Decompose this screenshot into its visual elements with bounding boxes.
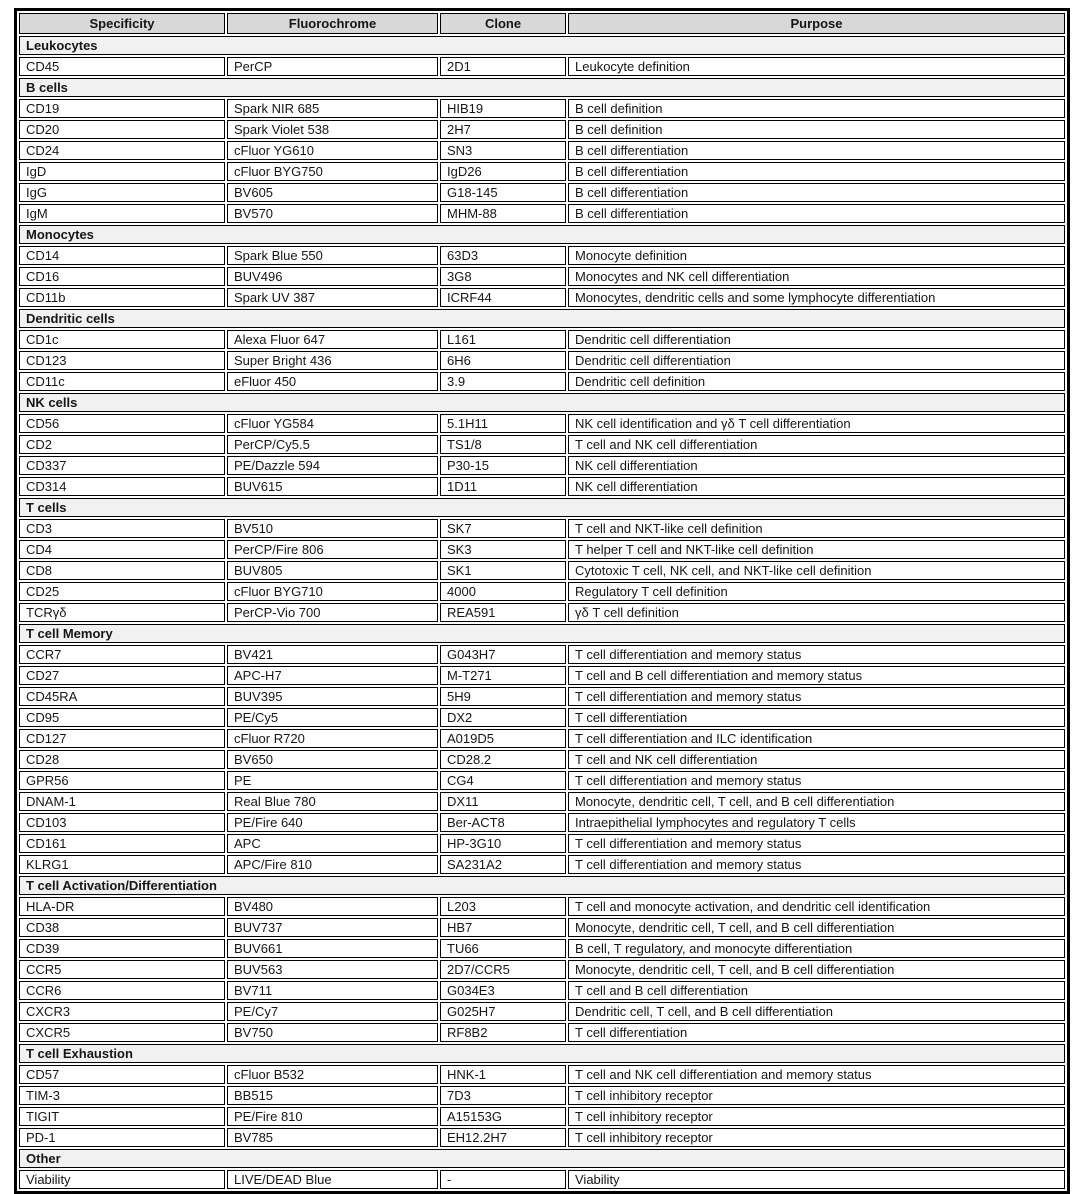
specificity-cell: CD27: [19, 666, 225, 685]
fluorochrome-cell: Real Blue 780: [227, 792, 438, 811]
purpose-cell: Monocytes and NK cell differentiation: [568, 267, 1065, 286]
table-row: [19, 1107, 1065, 1126]
specificity-cell: CD45RA: [19, 687, 225, 706]
fluorochrome-cell: PerCP/Cy5.5: [227, 435, 438, 454]
clone-cell: L161: [440, 330, 566, 349]
fluorochrome-cell: PerCP/Fire 806: [227, 540, 438, 559]
specificity-cell: IgM: [19, 204, 225, 223]
clone-cell: A15153G: [440, 1107, 566, 1126]
clone-cell: SK7: [440, 519, 566, 538]
table-row: [19, 918, 1065, 937]
table-row: [19, 750, 1065, 769]
purpose-cell: NK cell differentiation: [568, 477, 1065, 496]
clone-cell: MHM-88: [440, 204, 566, 223]
table-row: [19, 267, 1065, 286]
clone-cell: 2H7: [440, 120, 566, 139]
table-row: [19, 792, 1065, 811]
fluorochrome-cell: BUV805: [227, 561, 438, 580]
specificity-cell: CD38: [19, 918, 225, 937]
purpose-cell: T cell differentiation and memory status: [568, 855, 1065, 874]
table-row: [19, 246, 1065, 265]
specificity-cell: CD123: [19, 351, 225, 370]
purpose-cell: Monocyte, dendritic cell, T cell, and B cell differentiation: [568, 918, 1065, 937]
clone-cell: SK3: [440, 540, 566, 559]
fluorochrome-cell: BUV615: [227, 477, 438, 496]
purpose-cell: Monocytes, dendritic cells and some lymphocyte differentiation: [568, 288, 1065, 307]
section-header: B cells: [19, 78, 1065, 97]
section-header: Monocytes: [19, 225, 1065, 244]
specificity-cell: CD39: [19, 939, 225, 958]
table-row: [19, 687, 1065, 706]
clone-cell: HB7: [440, 918, 566, 937]
clone-cell: G025H7: [440, 1002, 566, 1021]
clone-cell: TS1/8: [440, 435, 566, 454]
specificity-cell: CD4: [19, 540, 225, 559]
table-row: [19, 477, 1065, 496]
fluorochrome-cell: PE/Cy5: [227, 708, 438, 727]
specificity-cell: CCR5: [19, 960, 225, 979]
table-row: [19, 729, 1065, 748]
clone-cell: HNK-1: [440, 1065, 566, 1084]
purpose-cell: T cell and NK cell differentiation and memory status: [568, 1065, 1065, 1084]
table-row: [19, 708, 1065, 727]
fluorochrome-cell: cFluor R720: [227, 729, 438, 748]
purpose-cell: γδ T cell definition: [568, 603, 1065, 622]
table-row: [19, 939, 1065, 958]
clone-cell: DX11: [440, 792, 566, 811]
clone-cell: ICRF44: [440, 288, 566, 307]
table-row: [19, 771, 1065, 790]
specificity-cell: CD16: [19, 267, 225, 286]
table-row: [19, 162, 1065, 181]
purpose-cell: T cell and NK cell differentiation: [568, 435, 1065, 454]
specificity-cell: DNAM-1: [19, 792, 225, 811]
table-row: [19, 414, 1065, 433]
fluorochrome-cell: BV605: [227, 183, 438, 202]
table-row: [19, 981, 1065, 1000]
section-row: [19, 225, 1065, 244]
purpose-cell: T cell and B cell differentiation: [568, 981, 1065, 1000]
fluorochrome-cell: cFluor YG584: [227, 414, 438, 433]
purpose-cell: NK cell differentiation: [568, 456, 1065, 475]
purpose-cell: T cell and B cell differentiation and memory status: [568, 666, 1065, 685]
fluorochrome-cell: BUV563: [227, 960, 438, 979]
table-row: [19, 351, 1065, 370]
table-row: [19, 456, 1065, 475]
fluorochrome-cell: Spark UV 387: [227, 288, 438, 307]
table-row: [19, 519, 1065, 538]
purpose-cell: Dendritic cell definition: [568, 372, 1065, 391]
purpose-cell: T cell differentiation: [568, 1023, 1065, 1042]
specificity-cell: TCRγδ: [19, 603, 225, 622]
specificity-cell: CD14: [19, 246, 225, 265]
specificity-cell: CD8: [19, 561, 225, 580]
table-row: [19, 813, 1065, 832]
table-row: [19, 855, 1065, 874]
specificity-cell: IgG: [19, 183, 225, 202]
clone-cell: 3.9: [440, 372, 566, 391]
fluorochrome-cell: BUV661: [227, 939, 438, 958]
section-row: [19, 78, 1065, 97]
clone-cell: REA591: [440, 603, 566, 622]
clone-cell: 6H6: [440, 351, 566, 370]
specificity-cell: CD11c: [19, 372, 225, 391]
specificity-cell: PD-1: [19, 1128, 225, 1147]
fluorochrome-cell: LIVE/DEAD Blue: [227, 1170, 438, 1189]
fluorochrome-cell: PerCP: [227, 57, 438, 76]
purpose-cell: Viability: [568, 1170, 1065, 1189]
table-row: [19, 204, 1065, 223]
table-row: [19, 1065, 1065, 1084]
purpose-cell: Leukocyte definition: [568, 57, 1065, 76]
fluorochrome-cell: Alexa Fluor 647: [227, 330, 438, 349]
fluorochrome-cell: BUV496: [227, 267, 438, 286]
specificity-cell: CCR7: [19, 645, 225, 664]
section-header: T cell Activation/Differentiation: [19, 876, 1065, 895]
fluorochrome-cell: BV510: [227, 519, 438, 538]
fluorochrome-cell: BB515: [227, 1086, 438, 1105]
specificity-cell: CD24: [19, 141, 225, 160]
table-row: [19, 645, 1065, 664]
fluorochrome-cell: BV421: [227, 645, 438, 664]
clone-cell: CD28.2: [440, 750, 566, 769]
clone-cell: EH12.2H7: [440, 1128, 566, 1147]
specificity-cell: CD1c: [19, 330, 225, 349]
table-body: [19, 36, 1065, 1189]
purpose-cell: T cell inhibitory receptor: [568, 1086, 1065, 1105]
fluorochrome-cell: BUV395: [227, 687, 438, 706]
specificity-cell: HLA-DR: [19, 897, 225, 916]
specificity-cell: CD28: [19, 750, 225, 769]
fluorochrome-cell: APC-H7: [227, 666, 438, 685]
specificity-cell: IgD: [19, 162, 225, 181]
clone-cell: HIB19: [440, 99, 566, 118]
clone-cell: A019D5: [440, 729, 566, 748]
specificity-cell: CD161: [19, 834, 225, 853]
purpose-cell: Dendritic cell differentiation: [568, 330, 1065, 349]
table-row: [19, 288, 1065, 307]
specificity-cell: CD2: [19, 435, 225, 454]
clone-cell: 3G8: [440, 267, 566, 286]
purpose-cell: T cell differentiation and ILC identification: [568, 729, 1065, 748]
purpose-cell: T cell differentiation and memory status: [568, 834, 1065, 853]
purpose-cell: B cell differentiation: [568, 141, 1065, 160]
clone-cell: P30-15: [440, 456, 566, 475]
purpose-cell: Intraepithelial lymphocytes and regulatory T cells: [568, 813, 1065, 832]
specificity-cell: CD45: [19, 57, 225, 76]
purpose-cell: T cell differentiation and memory status: [568, 771, 1065, 790]
table-row: [19, 435, 1065, 454]
purpose-cell: Monocyte definition: [568, 246, 1065, 265]
clone-cell: SA231A2: [440, 855, 566, 874]
section-row: [19, 1044, 1065, 1063]
specificity-cell: CD103: [19, 813, 225, 832]
table-row: [19, 1128, 1065, 1147]
purpose-cell: T cell and monocyte activation, and dendritic cell identification: [568, 897, 1065, 916]
purpose-cell: Regulatory T cell definition: [568, 582, 1065, 601]
purpose-cell: T helper T cell and NKT-like cell definition: [568, 540, 1065, 559]
specificity-cell: GPR56: [19, 771, 225, 790]
section-header: Leukocytes: [19, 36, 1065, 55]
clone-cell: 63D3: [440, 246, 566, 265]
section-row: [19, 309, 1065, 328]
purpose-cell: T cell and NK cell differentiation: [568, 750, 1065, 769]
fluorochrome-cell: PE/Cy7: [227, 1002, 438, 1021]
table-row: [19, 582, 1065, 601]
fluorochrome-cell: Spark Blue 550: [227, 246, 438, 265]
fluorochrome-cell: cFluor B532: [227, 1065, 438, 1084]
specificity-cell: CD57: [19, 1065, 225, 1084]
section-header: T cell Memory: [19, 624, 1065, 643]
fluorochrome-cell: cFluor YG610: [227, 141, 438, 160]
purpose-cell: Monocyte, dendritic cell, T cell, and B cell differentiation: [568, 792, 1065, 811]
clone-cell: G18-145: [440, 183, 566, 202]
purpose-cell: B cell differentiation: [568, 183, 1065, 202]
specificity-cell: CD25: [19, 582, 225, 601]
table-row: [19, 960, 1065, 979]
fluorochrome-cell: BV711: [227, 981, 438, 1000]
table-row: [19, 603, 1065, 622]
table-row: [19, 897, 1065, 916]
clone-cell: 5H9: [440, 687, 566, 706]
purpose-cell: Dendritic cell differentiation: [568, 351, 1065, 370]
purpose-cell: Dendritic cell, T cell, and B cell differentiation: [568, 1002, 1065, 1021]
purpose-cell: B cell, T regulatory, and monocyte differentiation: [568, 939, 1065, 958]
fluorochrome-cell: cFluor BYG750: [227, 162, 438, 181]
table-row: [19, 141, 1065, 160]
table-row: [19, 330, 1065, 349]
fluorochrome-cell: BV650: [227, 750, 438, 769]
purpose-cell: T cell differentiation and memory status: [568, 687, 1065, 706]
fluorochrome-cell: APC: [227, 834, 438, 853]
purpose-cell: T cell inhibitory receptor: [568, 1107, 1065, 1126]
specificity-cell: CXCR5: [19, 1023, 225, 1042]
clone-cell: HP-3G10: [440, 834, 566, 853]
purpose-cell: B cell differentiation: [568, 162, 1065, 181]
purpose-cell: T cell inhibitory receptor: [568, 1128, 1065, 1147]
specificity-cell: TIGIT: [19, 1107, 225, 1126]
purpose-cell: B cell definition: [568, 99, 1065, 118]
specificity-cell: CD56: [19, 414, 225, 433]
table-row: [19, 99, 1065, 118]
fluorochrome-cell: Spark Violet 538: [227, 120, 438, 139]
table-row: [19, 57, 1065, 76]
column-header-purpose: Purpose: [568, 13, 1065, 34]
section-row: [19, 498, 1065, 517]
fluorochrome-cell: BUV737: [227, 918, 438, 937]
specificity-cell: CD3: [19, 519, 225, 538]
column-header-clone: Clone: [440, 13, 566, 34]
section-row: [19, 876, 1065, 895]
clone-cell: RF8B2: [440, 1023, 566, 1042]
section-row: [19, 36, 1065, 55]
specificity-cell: CD127: [19, 729, 225, 748]
clone-cell: SN3: [440, 141, 566, 160]
table-row: [19, 540, 1065, 559]
fluorochrome-cell: PE/Fire 640: [227, 813, 438, 832]
clone-cell: CG4: [440, 771, 566, 790]
clone-cell: TU66: [440, 939, 566, 958]
fluorochrome-cell: BV570: [227, 204, 438, 223]
clone-cell: -: [440, 1170, 566, 1189]
clone-cell: 4000: [440, 582, 566, 601]
clone-cell: G043H7: [440, 645, 566, 664]
fluorochrome-cell: cFluor BYG710: [227, 582, 438, 601]
clone-cell: 2D1: [440, 57, 566, 76]
flow-cytometry-panel-table: [14, 8, 1070, 1194]
table-row: [19, 183, 1065, 202]
fluorochrome-cell: PerCP-Vio 700: [227, 603, 438, 622]
clone-cell: 5.1H11: [440, 414, 566, 433]
fluorochrome-cell: BV480: [227, 897, 438, 916]
table-row: [19, 561, 1065, 580]
clone-cell: M-T271: [440, 666, 566, 685]
section-header: Other: [19, 1149, 1065, 1168]
clone-cell: SK1: [440, 561, 566, 580]
purpose-cell: T cell differentiation and memory status: [568, 645, 1065, 664]
purpose-cell: Cytotoxic T cell, NK cell, and NKT-like cell definition: [568, 561, 1065, 580]
fluorochrome-cell: Super Bright 436: [227, 351, 438, 370]
table-row: [19, 1170, 1065, 1189]
specificity-cell: CD95: [19, 708, 225, 727]
clone-cell: IgD26: [440, 162, 566, 181]
clone-cell: 2D7/CCR5: [440, 960, 566, 979]
specificity-cell: Viability: [19, 1170, 225, 1189]
section-header: T cell Exhaustion: [19, 1044, 1065, 1063]
section-row: [19, 393, 1065, 412]
clone-cell: 7D3: [440, 1086, 566, 1105]
section-header: Dendritic cells: [19, 309, 1065, 328]
specificity-cell: CCR6: [19, 981, 225, 1000]
table-row: [19, 372, 1065, 391]
fluorochrome-cell: eFluor 450: [227, 372, 438, 391]
fluorochrome-cell: PE: [227, 771, 438, 790]
clone-cell: Ber-ACT8: [440, 813, 566, 832]
table-row: [19, 1023, 1065, 1042]
section-row: [19, 1149, 1065, 1168]
specificity-cell: CD19: [19, 99, 225, 118]
purpose-cell: NK cell identification and γδ T cell differentiation: [568, 414, 1065, 433]
column-header-fluorochrome: Fluorochrome: [227, 13, 438, 34]
table-row: [19, 834, 1065, 853]
purpose-cell: B cell differentiation: [568, 204, 1065, 223]
specificity-cell: CXCR3: [19, 1002, 225, 1021]
specificity-cell: CD11b: [19, 288, 225, 307]
purpose-cell: T cell differentiation: [568, 708, 1065, 727]
table-row: [19, 1002, 1065, 1021]
specificity-cell: KLRG1: [19, 855, 225, 874]
fluorochrome-cell: PE/Dazzle 594: [227, 456, 438, 475]
purpose-cell: T cell and NKT-like cell definition: [568, 519, 1065, 538]
specificity-cell: TIM-3: [19, 1086, 225, 1105]
specificity-cell: CD20: [19, 120, 225, 139]
specificity-cell: CD314: [19, 477, 225, 496]
purpose-cell: Monocyte, dendritic cell, T cell, and B cell differentiation: [568, 960, 1065, 979]
clone-cell: L203: [440, 897, 566, 916]
clone-cell: DX2: [440, 708, 566, 727]
section-row: [19, 624, 1065, 643]
table-row: [19, 666, 1065, 685]
table-row: [19, 120, 1065, 139]
header-row: [19, 13, 1065, 34]
table-row: [19, 1086, 1065, 1105]
column-header-specificity: Specificity: [19, 13, 225, 34]
clone-cell: G034E3: [440, 981, 566, 1000]
specificity-cell: CD337: [19, 456, 225, 475]
clone-cell: 1D11: [440, 477, 566, 496]
purpose-cell: B cell definition: [568, 120, 1065, 139]
fluorochrome-cell: Spark NIR 685: [227, 99, 438, 118]
section-header: T cells: [19, 498, 1065, 517]
section-header: NK cells: [19, 393, 1065, 412]
fluorochrome-cell: APC/Fire 810: [227, 855, 438, 874]
fluorochrome-cell: BV750: [227, 1023, 438, 1042]
fluorochrome-cell: BV785: [227, 1128, 438, 1147]
fluorochrome-cell: PE/Fire 810: [227, 1107, 438, 1126]
